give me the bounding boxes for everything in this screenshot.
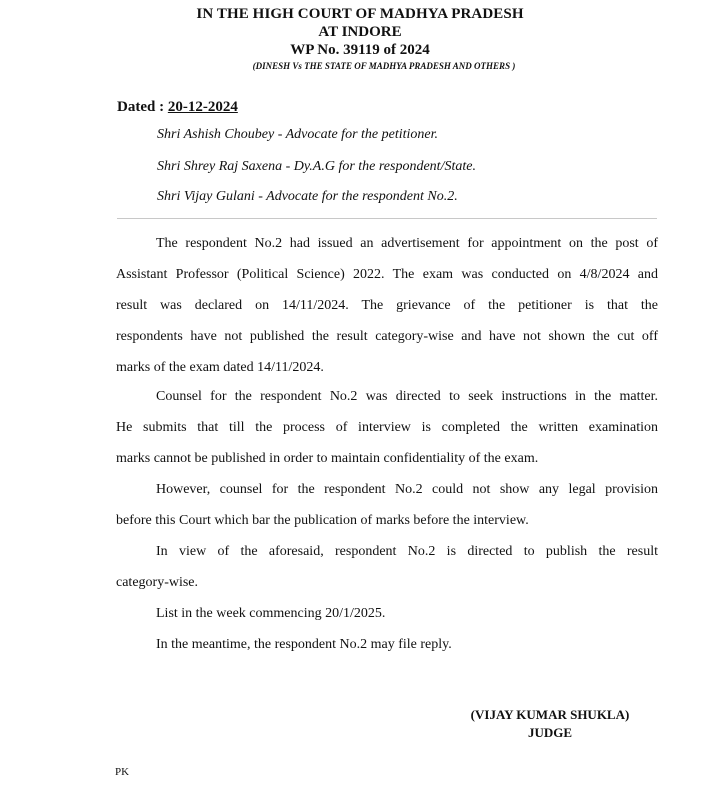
paragraph-line: However, counsel for the respondent No.2 could not show any legal provision [156,482,658,497]
paragraph-4 [116,536,658,598]
advocate-respondent-2: Shri Vijay Gulani - Advocate for the respondent No.2. [157,189,458,204]
paragraph-line: marks cannot be published in order to maintain confidentiality of the exam. [116,451,539,466]
paragraph-5 [116,598,658,629]
paragraph-line: Counsel for the respondent No.2 was directed to seek instructions in the matter. [156,389,658,404]
paragraph-2 [116,381,658,474]
paragraph-line: marks of the exam dated 14/11/2024. [116,360,324,375]
advocate-state: Shri Shrey Raj Saxena - Dy.A.G for the respondent/State. [157,159,476,174]
paragraph-line: In the meantime, the respondent No.2 may file reply. [156,637,452,652]
paragraph-line: Assistant Professor (Political Science) 2022. The exam was conducted on 4/8/2024 and [116,267,658,282]
divider [117,218,657,219]
order-date: 20-12-2024 [167,99,238,115]
paragraph-line: The respondent No.2 had issued an advertisement for appointment on the post of [156,236,658,251]
dated-line [117,99,238,116]
paragraph-line: result was declared on 14/11/2024. The grievance of the petitioner is that the [116,298,658,313]
court-name: IN THE HIGH COURT OF MADHYA PRADESH [196,6,524,22]
parties-line: (DINESH Vs THE STATE OF MADHYA PRADESH AND OTHERS ) [252,61,516,71]
paragraph-line: He submits that till the process of interview is completed the written examination [116,420,658,435]
paragraph-line: category-wise. [116,575,199,590]
paragraph-6 [116,629,658,660]
paragraph-1 [116,228,658,383]
paragraph-line: respondents have not published the result category-wise and have not shown the cut off [116,329,658,344]
paragraph-line: before this Court which bar the publication of marks before the interview. [116,513,529,528]
paragraph-3 [116,474,658,536]
bench-name: AT INDORE [318,24,402,40]
judge-name: (VIJAY KUMAR SHUKLA) [470,707,630,722]
paragraph-line: In view of the aforesaid, respondent No.2 is directed to publish the result [156,544,658,559]
advocate-petitioner: Shri Ashish Choubey - Advocate for the petitioner. [157,127,439,142]
case-number: WP No. 39119 of 2024 [290,42,430,58]
dated-label: Dated : [117,99,165,115]
paragraph-line: List in the week commencing 20/1/2025. [156,606,386,621]
judge-title: JUDGE [527,725,573,740]
footer-initials: PK [115,766,130,778]
